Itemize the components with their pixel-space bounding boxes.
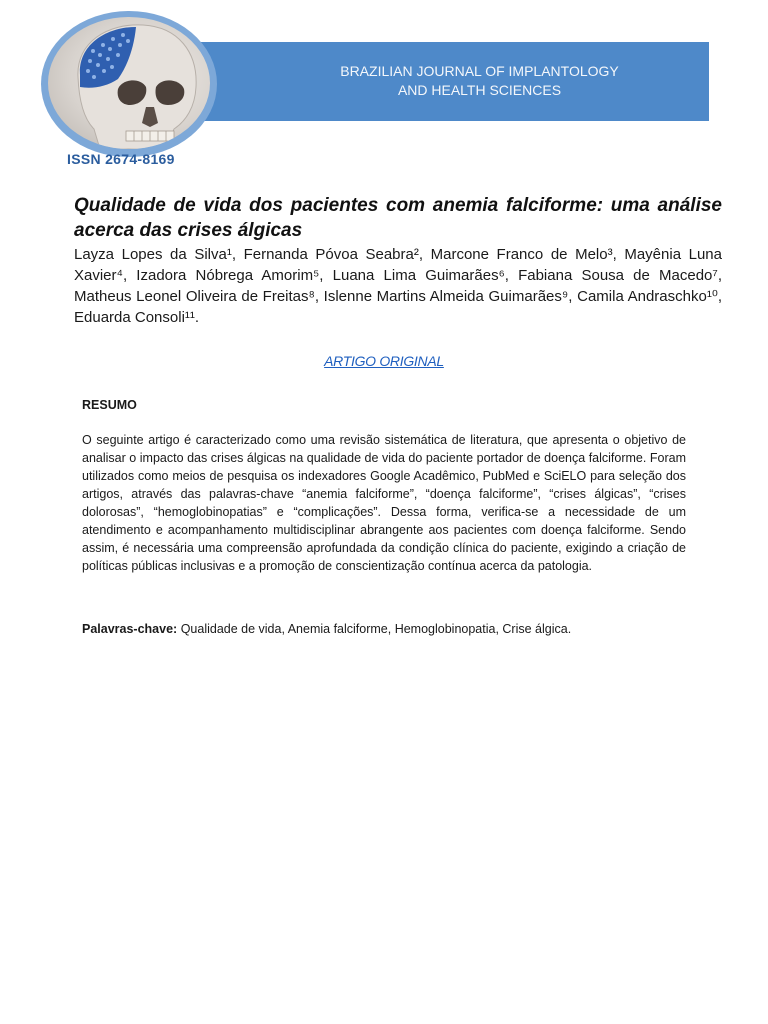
abstract-heading: RESUMO <box>82 398 137 412</box>
article-title: Qualidade de vida dos pacientes com anemia falciforme: uma análise acerca das crises álgicas <box>74 195 722 241</box>
journal-banner <box>200 42 709 121</box>
keywords-value: Qualidade de vida, Anemia falciforme, Hemoglobinopatia, Crise álgica. <box>180 622 572 636</box>
journal-name-line2: AND HEALTH SCIENCES <box>397 82 562 98</box>
article-type-link[interactable]: ARTIGO ORIGINAL <box>324 353 444 369</box>
keywords-label: Palavras-chave: <box>82 622 178 636</box>
issn-label: ISSN 2674-8169 <box>67 151 175 167</box>
author-list: Layza Lopes da Silva¹, Fernanda Póvoa Seabra², Marcone Franco de Melo³, Mayênia Luna Xavier⁴, Izadora Nóbrega Amorim⁵, Luana Lima Guimarães⁶, Fabiana Sousa de Macedo⁷, Matheus Leonel Oliveira de Freitas⁸, Islenne Martins Almeida Guimarães⁹, Camila Andraschko¹⁰, Eduarda Consoli¹¹. <box>74 246 722 326</box>
journal-name <box>200 62 709 100</box>
skull-implant-logo-icon <box>48 17 210 149</box>
abstract-body: O seguinte artigo é caracterizado como uma revisão sistemática de literatura, que apresenta o objetivo de analisar o impacto das crises álgicas na qualidade de vida do paciente portador de doença falciforme. Foram utilizados como meios de pesquisa os indexadores Google Acadêmico, PubMed e SciELO para seleção dos artigos, através das palavras-chave “anemia falciforme”, “doença falciforme”, “crises álgicas”, “crises dolorosas”, “hemoglobinopatias” e “complicações”. Dessa forma, verifica-se a necessidade de um atendimento e acompanhamento multidisciplinar abrangente aos pacientes com doença falciforme. Sendo assim, é necessária uma compreensão aprofundada da condição clínica do paciente, exigindo a criação de políticas públicas inclusivas e a promoção de conscientização contínua acerca da patologia. <box>82 433 686 573</box>
journal-name-line1: BRAZILIAN JOURNAL OF IMPLANTOLOGY <box>340 63 619 79</box>
keywords <box>82 620 702 638</box>
